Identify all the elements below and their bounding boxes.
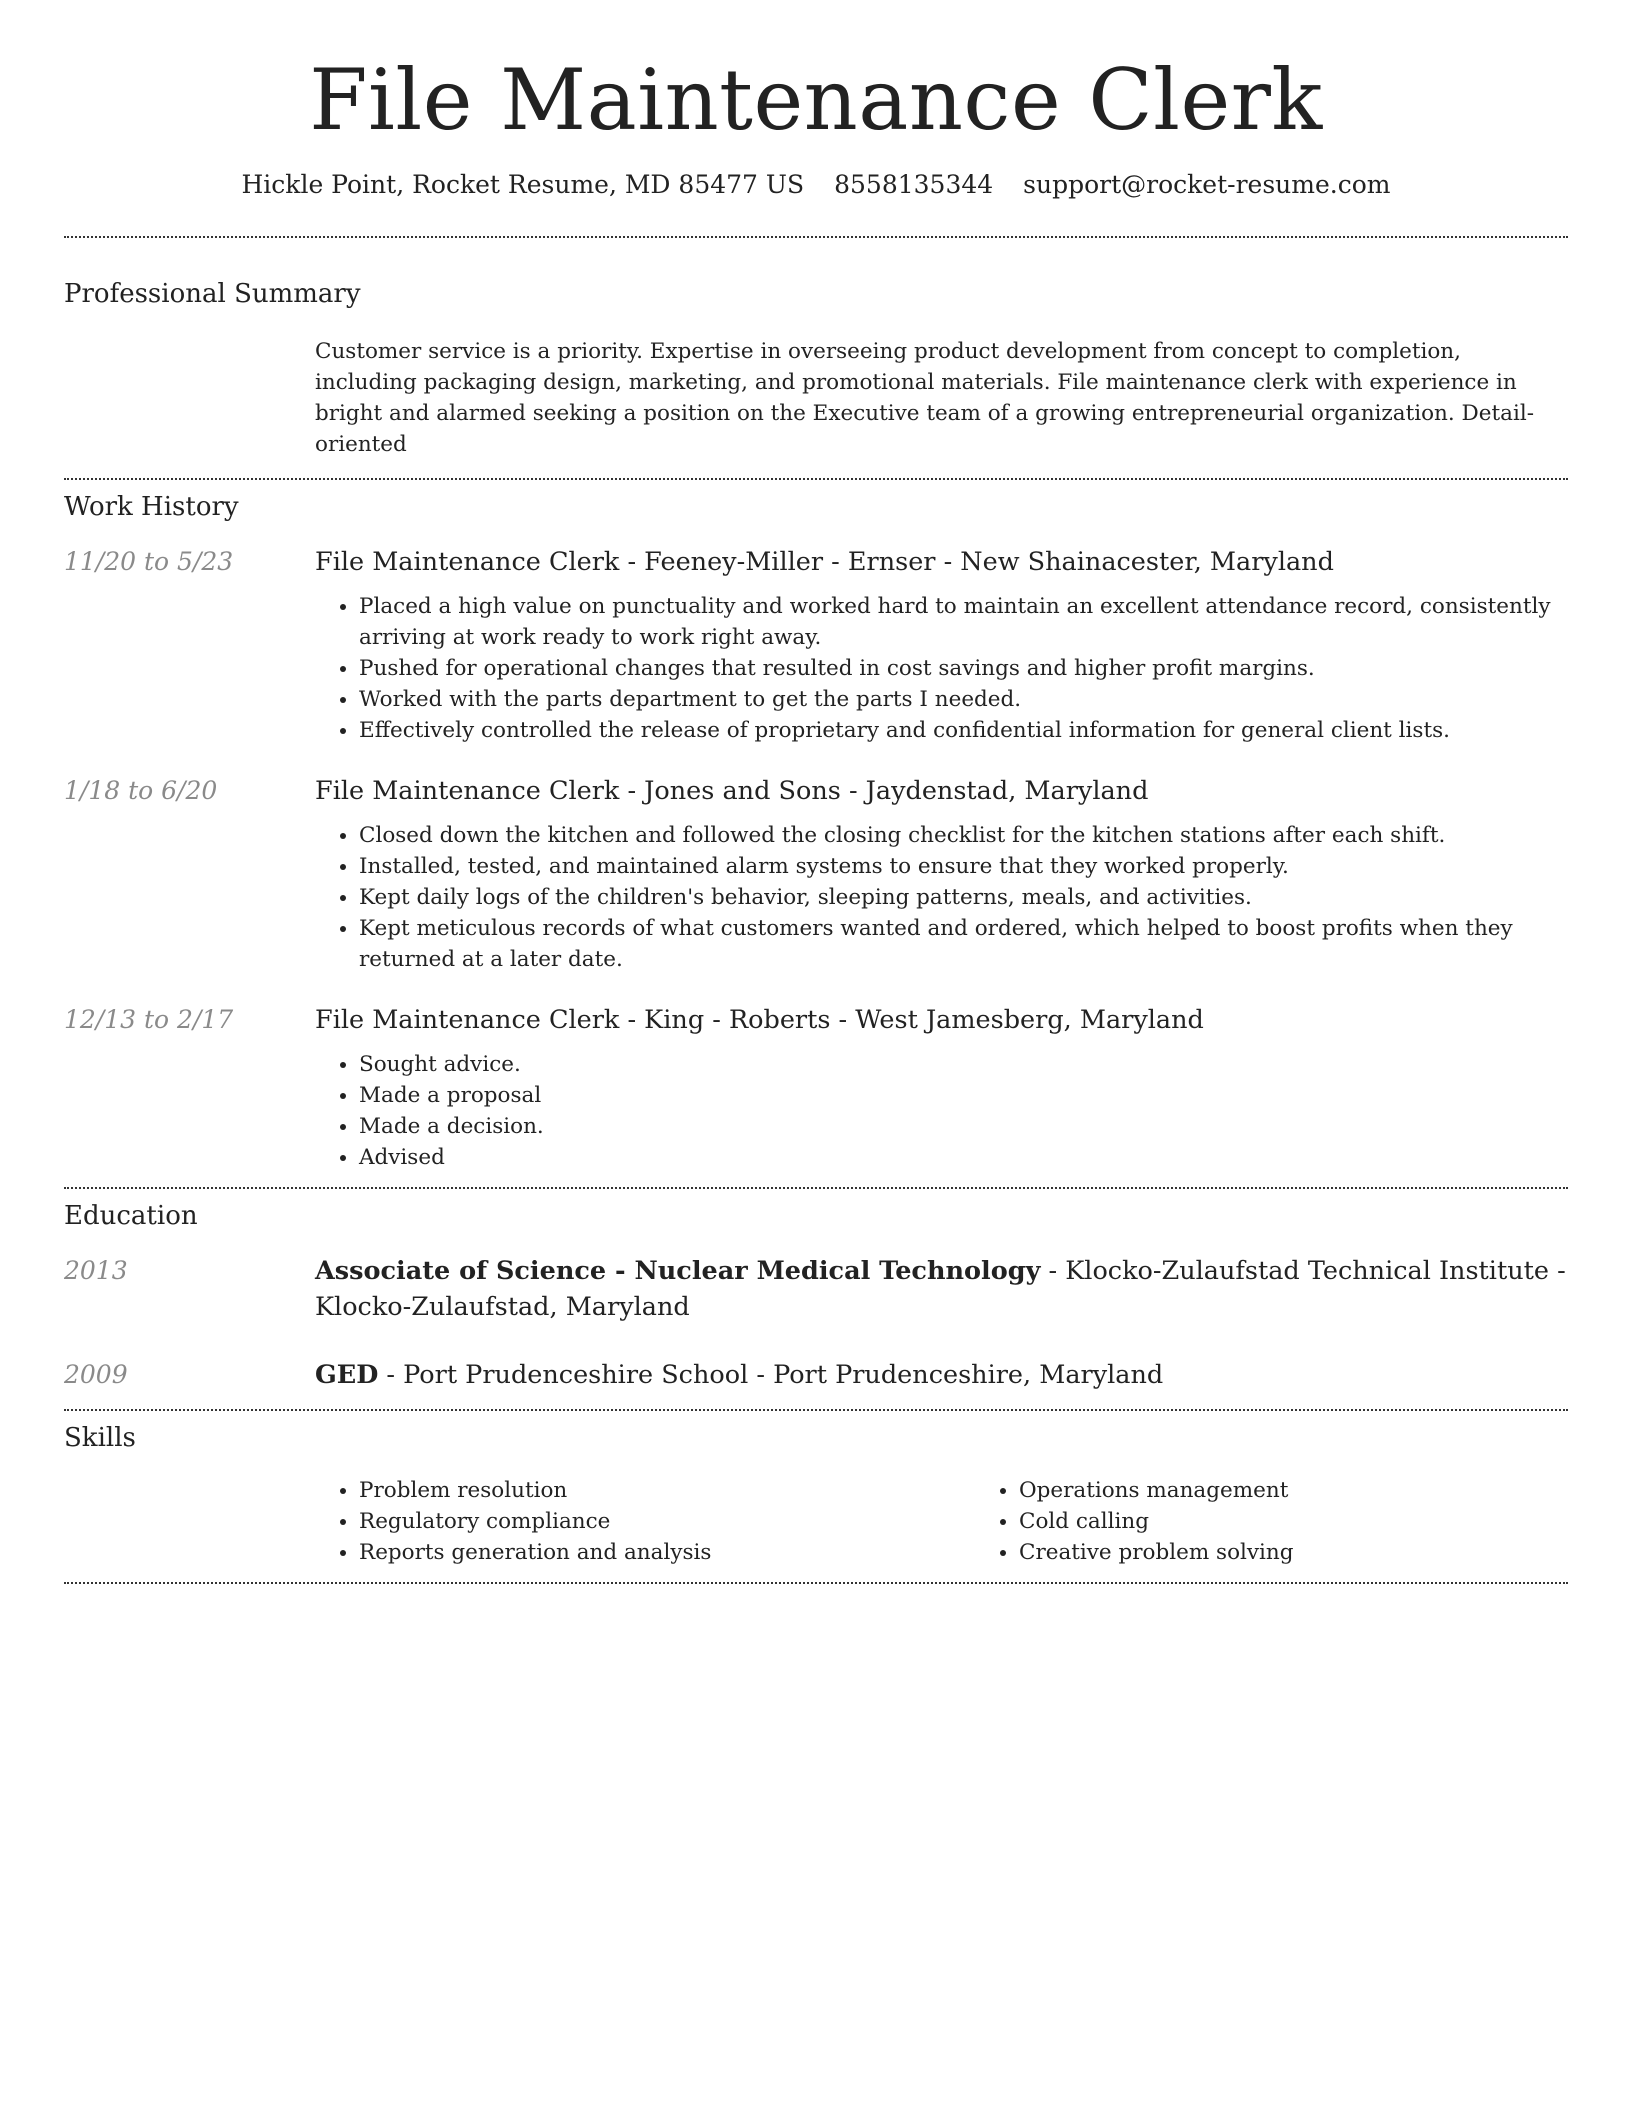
job-bullet: • Installed, tested, and maintained alarm systems to ensure that they worked properly.: [359, 851, 1568, 882]
contact-email: support@rocket-resume.com: [1023, 170, 1391, 199]
job-dates: 1/18 to 6/20: [64, 776, 218, 805]
skill-item: • Creative problem solving: [1019, 1537, 1632, 1568]
skills-heading: Skills: [64, 1423, 136, 1453]
job-bullet: • Kept daily logs of the children's behavior, sleeping patterns, meals, and activities.: [359, 882, 1568, 913]
skill-item: • Reports generation and analysis: [359, 1537, 975, 1568]
job-bullet: • Made a proposal: [359, 1080, 1568, 1111]
job-dates: 12/13 to 2/17: [64, 1005, 234, 1034]
education-entry: [64, 1357, 1568, 1393]
skills-list-left: [315, 1475, 975, 1568]
degree-name: GED: [315, 1360, 379, 1390]
job-bullet: • Worked with the parts department to get the parts I needed.: [359, 684, 1568, 715]
job-bullet: • Closed down the kitchen and followed the closing checklist for the kitchen stations after each shift.: [359, 820, 1568, 851]
education-entry: [64, 1253, 1568, 1325]
job-entry: [64, 1002, 1568, 1173]
job-bullet: • Effectively controlled the release of proprietary and confidential information for general client lists.: [359, 715, 1568, 746]
skill-item: • Problem resolution: [359, 1475, 975, 1506]
job-bullets: [315, 591, 1568, 746]
education-detail: [315, 1253, 1568, 1325]
education-year: 2013: [64, 1256, 128, 1285]
work-history-heading: Work History: [64, 492, 239, 522]
job-bullets: [315, 1049, 1568, 1173]
candidate-name: File Maintenance Clerk: [309, 51, 1323, 149]
job-bullet: • Placed a high value on punctuality and worked hard to maintain an excellent attendance record, consistently arriving at work ready to work right away.: [359, 591, 1568, 653]
work-history-section: [64, 480, 1568, 1173]
skills-list-right: [975, 1475, 1632, 1568]
summary-section: [64, 238, 1568, 460]
job-bullets: [315, 820, 1568, 975]
job-bullet: • Advised: [359, 1142, 1568, 1173]
job-dates: 11/20 to 5/23: [64, 547, 234, 576]
skill-item: • Regulatory compliance: [359, 1506, 975, 1537]
education-detail: [315, 1357, 1568, 1393]
job-heading: File Maintenance Clerk - King - Roberts - West Jamesberg, Maryland: [315, 1005, 1204, 1035]
education-year: 2009: [64, 1360, 128, 1389]
divider: [64, 1582, 1568, 1584]
contact-phone: 8558135344: [834, 170, 994, 199]
education-section: [64, 1189, 1568, 1393]
job-bullet: • Made a decision.: [359, 1111, 1568, 1142]
job-heading: File Maintenance Clerk - Feeney-Miller - Ernser - New Shainacester, Maryland: [315, 547, 1334, 577]
education-heading: Education: [64, 1201, 198, 1231]
summary-heading: Professional Summary: [64, 279, 361, 309]
job-entry: [64, 544, 1568, 746]
degree-name: Associate of Science - Nuclear Medical Technology: [315, 1256, 1041, 1286]
job-bullet: • Sought advice.: [359, 1049, 1568, 1080]
job-entry: [64, 773, 1568, 975]
contact-address: Hickle Point, Rocket Resume, MD 85477 US: [241, 170, 805, 199]
job-bullet: • Pushed for operational changes that resulted in cost savings and higher profit margins.: [359, 653, 1568, 684]
job-heading: File Maintenance Clerk - Jones and Sons - Jaydenstad, Maryland: [315, 776, 1149, 806]
summary-text: Customer service is a priority. Expertise in overseeing product development from concept to completion, including packaging design, marketing, and promotional materials. File maintenance clerk with experience in bright and alarmed seeking a position on the Executive team of a growing entrepreneurial organization. Detail-oriented: [315, 339, 1534, 457]
job-bullet: • Kept meticulous records of what customers wanted and ordered, which helped to boost profits when they returned at a later date.: [359, 913, 1568, 975]
skill-item: • Operations management: [1019, 1475, 1632, 1506]
contact-line: [64, 168, 1568, 202]
education-school: - Port Prudenceshire School - Port Prudenceshire, Maryland: [378, 1360, 1164, 1390]
skill-item: • Cold calling: [1019, 1506, 1632, 1537]
skills-section: [64, 1411, 1568, 1568]
education-school: - Klocko-Zulaufstad Technical Institute - Klocko-Zulaufstad, Maryland: [315, 1256, 1566, 1322]
